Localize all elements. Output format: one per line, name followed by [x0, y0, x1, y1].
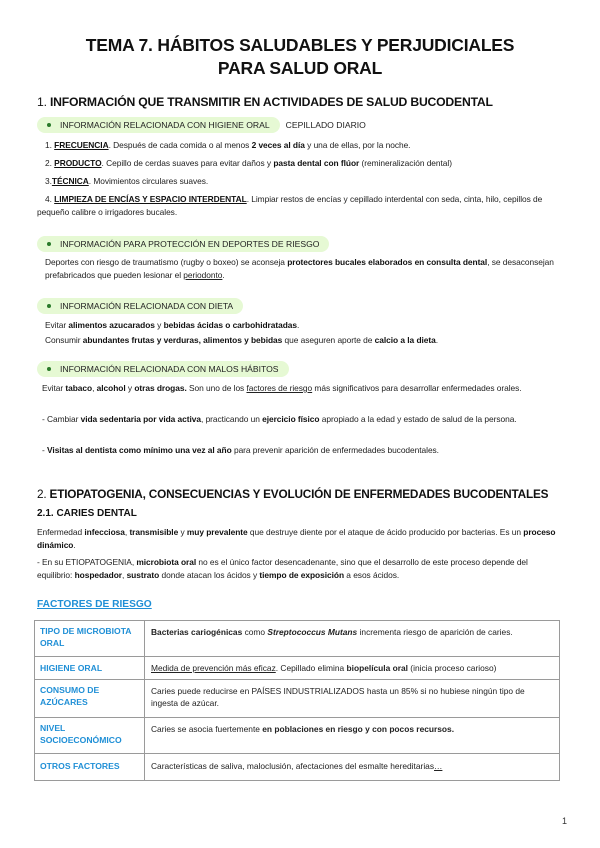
item-text: . Limpiar restos de encías y cepillado interdental con seda, cinta, hilo, cepillos de pequeño calibre o irrigadores bucales. — [37, 194, 543, 217]
topic-higiene-row — [37, 117, 366, 133]
italic-text: Streptococcus Mutans — [267, 627, 358, 637]
text: para prevenir aparición de enfermedades bucodentales. — [231, 445, 439, 455]
bold-text: Bacterias cariogénicas — [151, 627, 243, 637]
table-row — [35, 680, 560, 718]
text: . — [435, 335, 439, 345]
text: , — [124, 527, 130, 537]
factores-riesgo-title: FACTORES DE RIESGO — [37, 599, 152, 610]
section-title: ETIOPATOGENIA, CONSECUENCIAS Y EVOLUCIÓN DE ENFERMEDADES BUCODENTALES — [49, 487, 549, 501]
item-term: PRODUCTO — [54, 158, 102, 168]
bold-text: microbiota oral — [136, 557, 197, 567]
factor-key: TIPO DE MICROBIOTA ORAL — [35, 621, 145, 657]
text: , — [122, 570, 127, 580]
bullet-icon — [47, 304, 51, 308]
page-title-line-1: TEMA 7. HÁBITOS SALUDABLES Y PERJUDICIALES — [85, 35, 515, 55]
text: donde atacan los ácidos y — [159, 570, 260, 580]
text: más significativos para desarrollar enfermedades orales. — [312, 383, 522, 393]
section-1-heading — [37, 95, 493, 109]
caries-subheading: 2.1. CARIES DENTAL — [37, 508, 137, 519]
bold-text: otras drogas. — [134, 383, 187, 393]
text: Son uno de los — [186, 383, 247, 393]
topic-habitos-label — [37, 361, 289, 377]
factores-riesgo-underlined: factores de riesgo — [246, 383, 313, 393]
text: . — [222, 270, 225, 280]
bold-text: protectores bucales elaborados en consulta dental — [287, 257, 488, 267]
dieta-line-1 — [45, 319, 555, 332]
section-number: 1. — [37, 95, 47, 109]
bold-text: vida sedentaria por vida activa — [80, 414, 202, 424]
item-bold: 2 veces al día — [251, 140, 305, 150]
caries-paragraph-1 — [37, 526, 557, 552]
dieta-line-2 — [45, 334, 555, 347]
bold-text: bebidas ácidas o carbohidratadas — [163, 320, 297, 330]
bold-text: alcohol — [96, 383, 126, 393]
text: , practicando un — [201, 414, 263, 424]
higiene-item-4 — [37, 193, 557, 219]
item-text: . Después de cada comida o al menos — [108, 140, 252, 150]
section-title: INFORMACIÓN QUE TRANSMITIR EN ACTIVIDADES DE SALUD BUCODENTAL — [49, 95, 493, 109]
higiene-item-2 — [45, 157, 555, 170]
text: y — [178, 527, 187, 537]
page-number: 1 — [561, 816, 567, 826]
factor-value — [145, 657, 560, 680]
text: Enfermedad — [37, 527, 85, 537]
item-bold: pasta dental con flúor — [273, 158, 360, 168]
bold-text: sustrato — [126, 570, 160, 580]
bold-text: tabaco — [65, 383, 93, 393]
page-title-line-2: PARA SALUD ORAL — [217, 58, 383, 78]
item-term: TÉCNICA — [51, 176, 89, 186]
topic-deportes-row — [37, 233, 329, 252]
bullet-icon — [47, 367, 51, 371]
section-2-heading — [37, 487, 548, 501]
bold-text: infecciosa — [84, 527, 125, 537]
caries-paragraph-2 — [37, 556, 557, 582]
factores-riesgo-table — [34, 620, 560, 781]
pill-text: INFORMACIÓN RELACIONADA CON HIGIENE ORAL — [60, 120, 270, 130]
bold-text: muy prevalente — [186, 527, 248, 537]
ellipsis: … — [434, 761, 443, 771]
factor-value — [145, 754, 560, 781]
table-row — [35, 754, 560, 781]
item-number: 1. — [45, 140, 52, 150]
pill-text: INFORMACIÓN PARA PROTECCIÓN EN DEPORTES DE RIESGO — [60, 239, 320, 249]
bullet-icon — [47, 123, 51, 127]
text: y — [154, 320, 164, 330]
text: Caries se asocia fuertemente — [151, 724, 263, 734]
topic-dieta-label — [37, 298, 243, 314]
text: Consumir — [45, 335, 83, 345]
text: a esos ácidos. — [344, 570, 400, 580]
bold-text: alimentos azucarados — [68, 320, 155, 330]
text: no es el único factor desencadenante, sino que el desarrollo de este proceso depende del equilibrio: — [37, 557, 528, 580]
item-number: 2. — [45, 158, 52, 168]
text: Deportes con riesgo de traumatismo (rugby o boxeo) se aconseja — [45, 257, 288, 267]
text: - Cambiar — [42, 414, 81, 424]
item-term: LIMPIEZA DE ENCÍAS Y ESPACIO INTERDENTAL — [54, 194, 247, 204]
factor-value — [145, 718, 560, 754]
topic-habitos-row — [37, 358, 289, 377]
factor-key: OTROS FACTORES — [35, 754, 145, 781]
higiene-item-3 — [45, 175, 555, 188]
periodonto-underlined: periodonto — [183, 270, 223, 280]
text: Caries puede reducirse en PAÍSES INDUSTRIALIZADOS hasta un 85% si no hubiese ningún tipo de ingesta de azúcar. — [151, 686, 525, 708]
bold-text: calcio a la dieta — [374, 335, 436, 345]
text: y — [125, 383, 135, 393]
item-number: 4. — [45, 194, 52, 204]
text: . — [297, 320, 300, 330]
table-row — [35, 621, 560, 657]
factor-value — [145, 680, 560, 718]
bold-text: transmisible — [129, 527, 179, 537]
factor-key: HIGIENE ORAL — [35, 657, 145, 680]
text: que destruye diente por el ataque de ácido producido por bacterias. Es un — [247, 527, 524, 537]
text: - En su ETIOPATOGENIA, — [37, 557, 137, 567]
item-text: . Cepillo de cerdas suaves para evitar daños y — [101, 158, 274, 168]
text: que aseguren aporte de — [282, 335, 375, 345]
table-row — [35, 657, 560, 680]
text: (inicia proceso carioso) — [407, 663, 497, 673]
topic-higiene-label — [37, 117, 280, 133]
text: como — [242, 627, 268, 637]
factor-value — [145, 621, 560, 657]
text: - — [42, 445, 48, 455]
item-term: FRECUENCIA — [54, 140, 109, 150]
deportes-paragraph — [45, 256, 555, 282]
factor-key: NIVEL SOCIOECONÓMICO — [35, 718, 145, 754]
habitos-paragraph-3 — [42, 444, 557, 457]
bullet-icon — [47, 242, 51, 246]
bold-text: proceso dinámico — [37, 527, 556, 550]
bold-text: abundantes frutas y verduras, alimentos y bebidas — [82, 335, 283, 345]
text: . — [73, 540, 76, 550]
item-text: y una de ellas, por la noche. — [304, 140, 411, 150]
text: incrementa riesgo de aparición de caries. — [357, 627, 513, 637]
habitos-paragraph-1 — [42, 382, 557, 395]
bold-text: en poblaciones en riesgo y con pocos recursos. — [262, 724, 455, 734]
table-row — [35, 718, 560, 754]
text: Evitar — [42, 383, 66, 393]
text: , — [92, 383, 97, 393]
bold-text: biopelícula oral — [346, 663, 408, 673]
text: . Cepillado elimina — [275, 663, 347, 673]
cepillado-diario-label: CEPILLADO DIARIO — [285, 120, 366, 130]
topic-dieta-row — [37, 295, 243, 314]
bold-text: Visitas al dentista como mínimo una vez al año — [47, 445, 232, 455]
text: apropiado a la edad y estado de salud de la persona. — [319, 414, 517, 424]
text: Características de saliva, maloclusión, afectaciones del esmalte hereditarias — [151, 761, 435, 771]
section-number: 2. — [37, 487, 47, 501]
pill-text: INFORMACIÓN RELACIONADA CON DIETA — [60, 301, 234, 311]
text: Evitar — [45, 320, 69, 330]
topic-deportes-label — [37, 236, 329, 252]
item-number: 3. — [45, 176, 52, 186]
item-text: (remineralización dental) — [359, 158, 452, 168]
bold-text: tiempo de exposición — [259, 570, 345, 580]
higiene-item-1 — [45, 139, 555, 152]
item-text: . Movimientos circulares suaves. — [88, 176, 209, 186]
bold-text: hospedador — [74, 570, 123, 580]
bold-text: ejercicio físico — [262, 414, 320, 424]
underlined-text: Medida de prevención más eficaz — [151, 663, 276, 673]
text: , se desaconsejan prefabricados que pueden lesionar el — [45, 257, 554, 280]
habitos-paragraph-2 — [42, 413, 557, 426]
factor-key: CONSUMO DE AZÚCARES — [35, 680, 145, 718]
pill-text: INFORMACIÓN RELACIONADA CON MALOS HÁBITOS — [60, 364, 279, 374]
